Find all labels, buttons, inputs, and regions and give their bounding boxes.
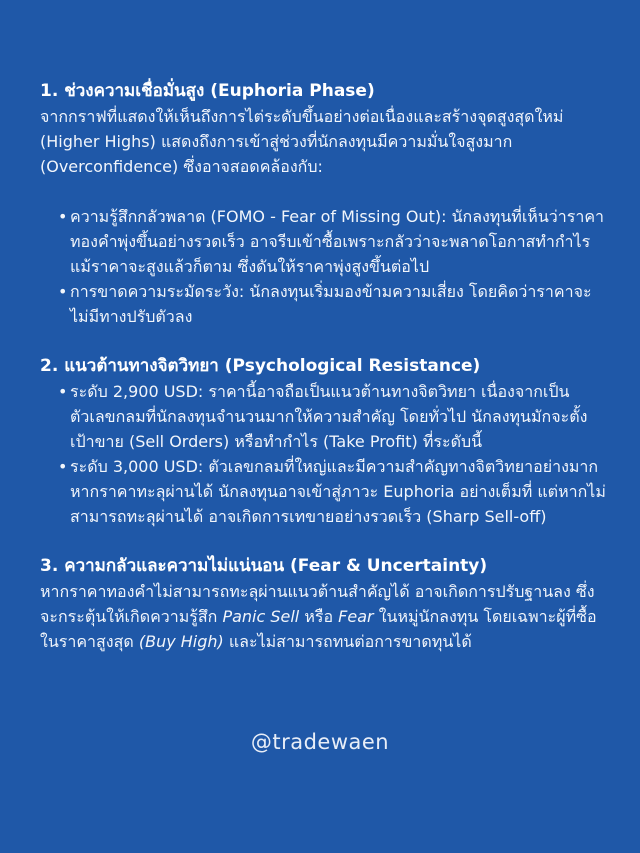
bullet-icon: • bbox=[58, 282, 68, 301]
emphasis-text: Panic Sell bbox=[222, 607, 300, 626]
list-item bbox=[58, 454, 610, 529]
article bbox=[40, 79, 610, 679]
section-paragraph: จากกราฟที่แสดงให้เห็นถึงการไต่ระดับขึ้นอย่างต่อเนื่องและสร้างจุดสูงสุดใหม่ (Higher Highs) แสดงถึงการเข้าสู่ช่วงที่นักลงทุนมีความมั่นใจสูงมาก (Overconfidence) ซึ่งอาจสอดคล้องกับ: bbox=[40, 107, 564, 176]
bullet-icon: • bbox=[58, 457, 68, 476]
section-heading: 1. ช่วงความเชื่อมั่นสูง (Euphoria Phase) bbox=[40, 81, 375, 101]
list-item bbox=[58, 379, 610, 454]
list-item-text: ระดับ 3,000 USD: ตัวเลขกลมที่ใหญ่และมีความสำคัญทางจิตวิทยาอย่างมาก หากราคาทะลุผ่านได้ นักลงทุนอาจเข้าสู่ภาวะ Euphoria อย่างเต็มที่ แต่หากไม่สามารถทะลุผ่านได้ อาจเกิดการเทขายอย่างรวดเร็ว (Sharp Sell-off) bbox=[70, 457, 606, 526]
author-handle: @tradewaen bbox=[250, 730, 390, 754]
text-part: ในหมู่นักลงทุน โดยเฉพาะผู้ที่ซื้อในราคาสูงสุด bbox=[40, 607, 597, 651]
emphasis-text: (Buy High) bbox=[138, 632, 224, 651]
section-fear bbox=[40, 554, 610, 654]
text-part: และไม่สามารถทนต่อการขาดทุนได้ bbox=[223, 632, 472, 651]
section-euphoria bbox=[40, 79, 610, 329]
list-item-text: การขาดความระมัดระวัง: นักลงทุนเริ่มมองข้ามความเสี่ยง โดยคิดว่าราคาจะไม่มีทางปรับตัวลง bbox=[70, 282, 592, 326]
section-resistance bbox=[40, 354, 610, 529]
list-item-text: ระดับ 2,900 USD: ราคานี้อาจถือเป็นแนวต้านทางจิตวิทยา เนื่องจากเป็นตัวเลขกลมที่นักลงทุนจำนวนมากให้ความสำคัญ โดยทั่วไป นักลงทุนมักจะตั้งเป้าขาย (Sell Orders) หรือทำกำไร (Take Profit) ที่ระดับนี้ bbox=[70, 382, 588, 451]
bullet-list bbox=[40, 379, 610, 529]
text-part: หรือ bbox=[299, 607, 339, 626]
section-heading: 3. ความกลัวและความไม่แน่นอน (Fear & Uncertainty) bbox=[40, 556, 488, 576]
bullet-icon: • bbox=[58, 382, 68, 401]
emphasis-text: Fear bbox=[338, 607, 374, 626]
list-item bbox=[58, 204, 610, 279]
section-paragraph bbox=[40, 579, 610, 654]
list-item bbox=[58, 279, 610, 329]
section-heading: 2. แนวต้านทางจิตวิทยา (Psychological Resistance) bbox=[40, 356, 481, 376]
bullet-icon: • bbox=[58, 207, 68, 226]
list-item-text: ความรู้สึกกลัวพลาด (FOMO - Fear of Missing Out): นักลงทุนที่เห็นว่าราคาทองคำพุ่งขึ้นอย่างรวดเร็ว อาจรีบเข้าซื้อเพราะกลัวว่าจะพลาดโอกาสทำกำไร แม้ราคาจะสูงแล้วก็ตาม ซึ่งดันให้ราคาพุ่งสูงขึ้นต่อไป bbox=[70, 207, 605, 276]
text-part: หากราคาทองคำไม่สามารถทะลุผ่านแนวต้านสำคัญได้ อาจเกิดการปรับฐานลง ซึ่งจะกระตุ้นให้เกิดความรู้สึก bbox=[40, 582, 595, 626]
bullet-list bbox=[40, 204, 610, 329]
